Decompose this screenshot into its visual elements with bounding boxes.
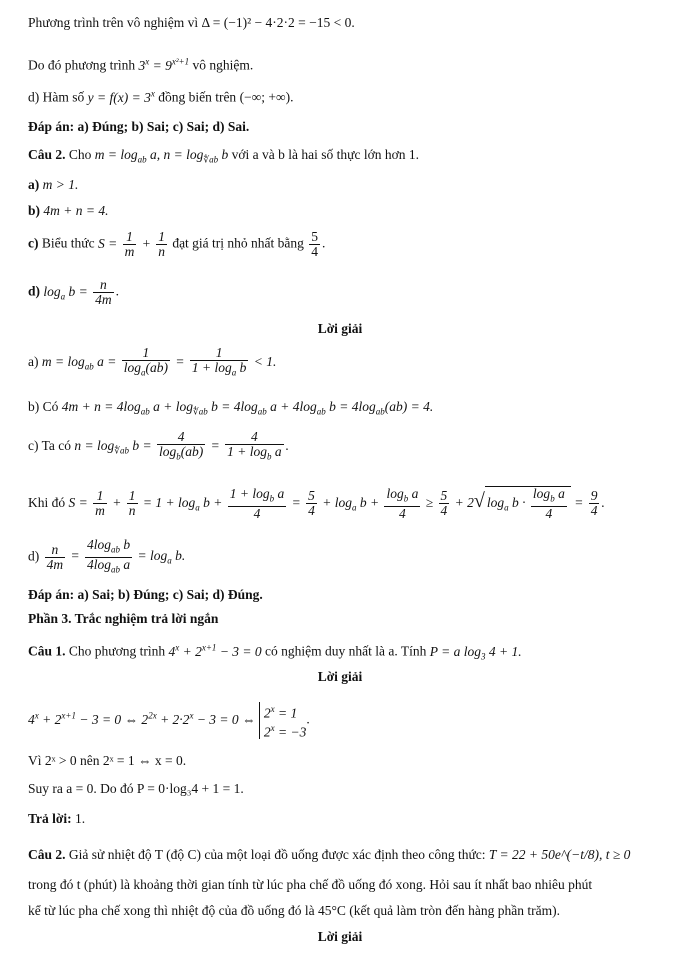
option-a: a) m > 1. (28, 177, 79, 192)
part3-q1-vi: Vì 2ˣ > 0 nên 2ˣ = 1 ⇔ x = 0. (28, 753, 187, 768)
intro-delta-line: Phương trình trên vô nghiệm vì Δ = (−1)² − 4·2·2 = −15 < 0. (28, 15, 355, 30)
part3-q1-answer: Trả lời: 1. (28, 811, 86, 826)
solution-b: b) Có $4m + n = 4\log_{ab}$ $a + \log_{∜ab} b = 4\log_{ab}$ $a + 4\log_{ab}$ $b = 4\log_{ab}(ab) = 4$. (28, 399, 434, 417)
part3-q1-solution: $4^x + 2^{x+1} - 3 = 0$ ⇔ $2^{2x} + 2\cdot 2^x - 3 = 0$ ⇔ $2^x = 1$ $2^x = -3$. (28, 704, 310, 739)
part3-q2-line3: kể từ lúc pha chế xong thì nhiệt độ của đồ uống đó là 45°C (kết quả làm tròn đến hàng phần trăm). (28, 903, 560, 918)
answer-key-2: Đáp án: a) Sai; b) Đúng; c) Sai; d) Đúng. (28, 587, 263, 602)
solution-a: a) $m = \log_{ab} a$ = $\frac{1}{\log_a(ab)}$ = $\frac{1}{1 + \log_a b}$ < 1. (28, 345, 277, 378)
part3-question-1: Câu 1. Cho phương trình $4^x + 2^{x+1} - 3 = 0$ có nghiệm duy nhất là a. Tính P = a $\log_3 4 + 1$. (28, 642, 522, 662)
solution-heading-2: Lời giải (317, 669, 363, 684)
option-d: d) $\log_a b$ = $\frac{n}{4m}$ . (28, 277, 120, 307)
part-3-heading: Phần 3. Trắc nghiệm trả lời ngắn (28, 611, 219, 626)
option-b: b) 4m + n = 4. (28, 203, 109, 218)
solution-d: d) $\frac{n}{4m}$ = $\frac{4\log_{ab} b}{4\log_{ab} a}$ = $\log_a b$. (28, 537, 186, 575)
part3-q1-suyra: Suy ra a = 0. Do đó P = 0·log₃4 + 1 = 1. (28, 781, 244, 796)
option-c: c) Biểu thức S = $\frac{1}{m}$ + $\frac{1}{n}$ đạt giá trị nhỏ nhất bằng $\frac{5}{4}$ . (28, 229, 326, 259)
part3-q2-line2: trong đó t (phút) là khoảng thời gian tính từ lúc pha chế đồ uống đó xong. Hỏi sau ít nhất bao nhiêu phút (28, 877, 593, 892)
intro-function-line: d) Hàm số $y = f(x) = 3^x$ đồng biến trên (−∞; +∞). (28, 88, 294, 105)
solution-c: c) Ta có $n = \log_{∜ab} b$ = $\frac{4}{\log_b(ab)}$ = $\frac{4}{1 + \log_b a}$ . (28, 429, 290, 462)
answer-key-1: Đáp án: a) Đúng; b) Sai; c) Sai; d) Sai. (28, 119, 250, 134)
solution-bracket: $2^x = 1$ $2^x = -3$ (259, 702, 306, 739)
solution-minimum: Khi đó S = $\frac{1}{m}$ + $\frac{1}{n}$ = $1 + \log_a b$ + $\frac{1 + \log_b a}{4}$ = $\frac{5}{4}$ + $\log_a b$ + $\frac{\log_b a}{4}$ ≥ $\frac{5}{4}$ + 2√ $\log_a b$ · $\frac{\log_b a}{4}$ = $\frac{9}{4}$ . (28, 486, 605, 521)
solution-heading-3: Lời giải (317, 929, 363, 944)
solution-heading-1: Lời giải (317, 321, 363, 336)
question-2: Câu 2. Cho $m = \log_{ab} a$, $n = \log_{∜ab} b$ với a và b là hai số thực lớn hơn 1. (28, 147, 419, 165)
part3-question-2: Câu 2. Giả sử nhiệt độ T (độ C) của một loại đồ uống được xác định theo công thức: T = 22 + 50e^(−t/8), t ≥ 0 (28, 847, 631, 862)
intro-equation-line: Do đó phương trình $3^x = 9^{x^2+1}$ vô nghiệm. (28, 56, 254, 73)
